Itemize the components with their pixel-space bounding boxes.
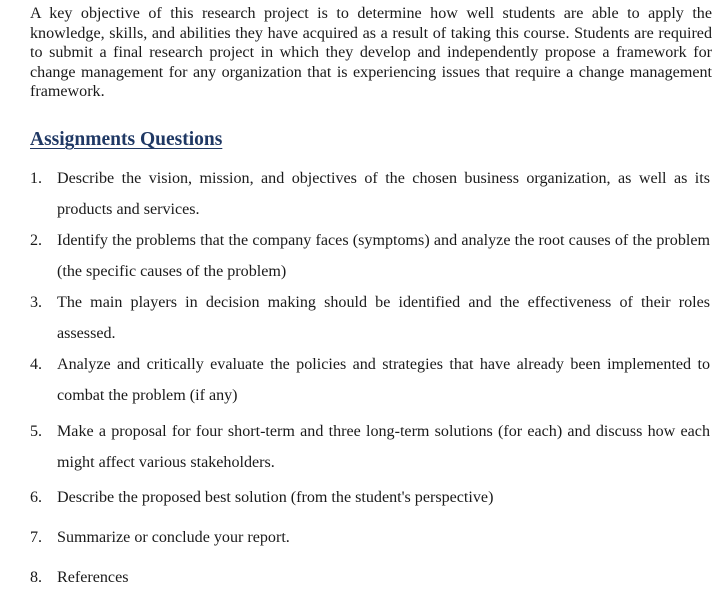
- question-number: 4.: [30, 356, 43, 373]
- question-text: Summarize or conclude your report.: [57, 529, 290, 546]
- question-number: 6.: [30, 489, 43, 506]
- question-number: 8.: [30, 569, 43, 586]
- question-number: 1.: [30, 170, 43, 187]
- question-number: 5.: [30, 423, 43, 440]
- question-text: Make a proposal for four short-term and three long-term solutions (for each) and discuss how each might affect various stakeholders.: [57, 423, 710, 471]
- question-number: 7.: [30, 529, 43, 546]
- question-number: 3.: [30, 294, 43, 311]
- question-text: Describe the vision, mission, and objectives of the chosen business organization, as well as its products and services.: [57, 170, 710, 218]
- section-heading: Assignments Questions: [30, 129, 223, 150]
- question-text: Describe the proposed best solution (from the student's perspective): [57, 489, 494, 506]
- question-text: Analyze and critically evaluate the policies and strategies that have already been implemented to combat the problem (if any): [57, 356, 710, 404]
- question-text: Identify the problems that the company faces (symptoms) and analyze the root causes of the problem (the specific causes of the problem): [57, 232, 710, 280]
- question-text: References: [57, 569, 129, 586]
- question-text: The main players in decision making should be identified and the effectiveness of their roles assessed.: [57, 294, 710, 342]
- intro-paragraph: A key objective of this research project is to determine how well students are able to apply the knowledge, skills, and abilities they have acquired as a result of taking this course. Students are required to submit a final research project in which they develop and independently propose a framework for change management for any organization that is experiencing issues that require a change management framework.: [30, 5, 712, 101]
- question-number: 2.: [30, 232, 43, 249]
